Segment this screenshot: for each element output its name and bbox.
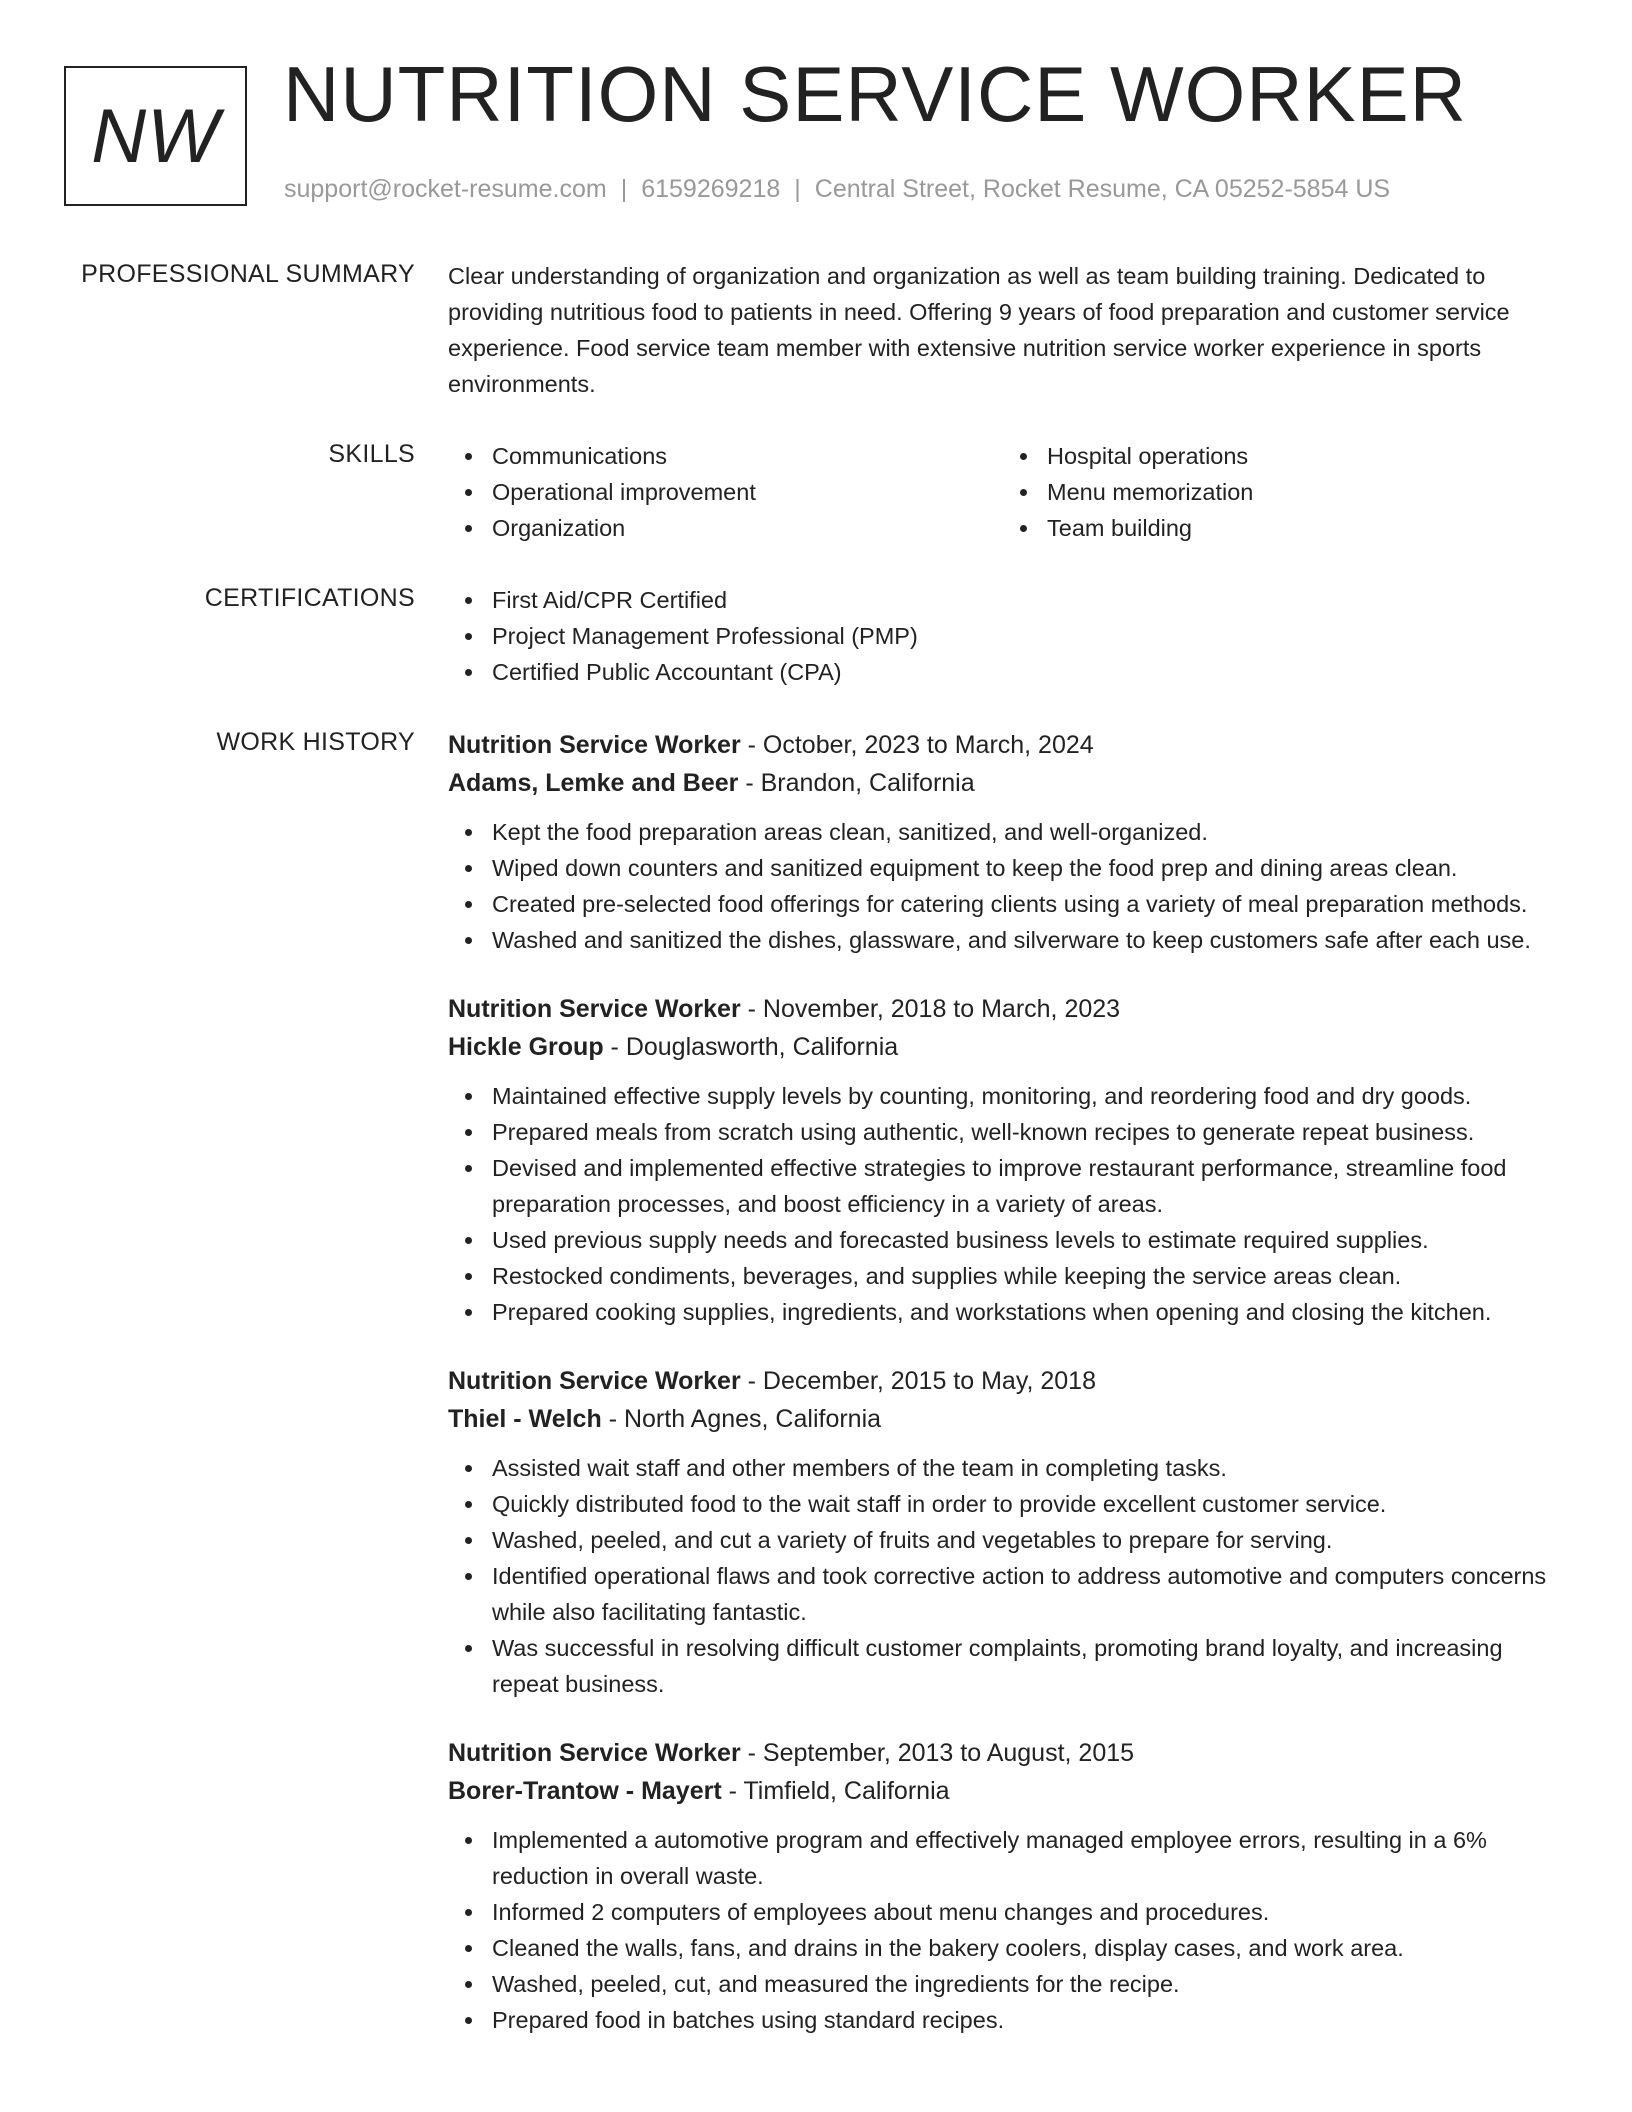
skills-list-right bbox=[1003, 438, 1558, 546]
job-bullet: Washed, peeled, cut, and measured the ingredients for the recipe. bbox=[492, 1966, 1558, 2002]
summary-text: Clear understanding of organization and organization as well as team building training. Dedicated to providing nutritious food to patients in need. Offering 9 years of food preparation and customer service experience. Food service team member with extensive nutrition service worker experience in sports environments. bbox=[448, 263, 1510, 397]
monogram: NW bbox=[64, 66, 247, 206]
job-company: Hickle Group bbox=[448, 1033, 604, 1061]
job-bullet: Implemented a automotive program and effectively managed employee errors, resulting in a 6% reduction in overall waste. bbox=[492, 1822, 1558, 1894]
job-title: Nutrition Service Worker bbox=[448, 1739, 741, 1767]
certifications-body bbox=[448, 582, 1558, 690]
contact-address: Central Street, Rocket Resume, CA 05252-5854 US bbox=[814, 175, 1391, 203]
skill-item: Team building bbox=[1047, 510, 1558, 546]
job-bullets bbox=[448, 1450, 1558, 1702]
certification-item: First Aid/CPR Certified bbox=[492, 582, 1558, 618]
job-bullet: Wiped down counters and sanitized equipment to keep the food prep and dining areas clean. bbox=[492, 850, 1558, 886]
job-bullets bbox=[448, 814, 1558, 958]
job-bullet: Prepared food in batches using standard recipes. bbox=[492, 2002, 1558, 2038]
job-dates: - October, 2023 to March, 2024 bbox=[747, 731, 1094, 759]
job-bullets bbox=[448, 1078, 1558, 1330]
job-company: Borer-Trantow - Mayert bbox=[448, 1777, 722, 1805]
work-history-section bbox=[0, 726, 1632, 2070]
job-bullet: Created pre-selected food offerings for catering clients using a variety of meal preparation methods. bbox=[492, 886, 1558, 922]
skills-list-left bbox=[448, 438, 1003, 546]
job-company-line bbox=[448, 1400, 1558, 1438]
contact-phone: 6159269218 bbox=[641, 175, 781, 203]
contact-email: support@rocket-resume.com bbox=[284, 175, 607, 203]
job-bullets bbox=[448, 1822, 1558, 2038]
certification-item: Project Management Professional (PMP) bbox=[492, 618, 1558, 654]
contact-separator: | bbox=[620, 175, 628, 203]
job-title: Nutrition Service Worker bbox=[448, 1367, 741, 1395]
job-bullet: Prepared cooking supplies, ingredients, and workstations when opening and closing the kitchen. bbox=[492, 1294, 1558, 1330]
certifications-list bbox=[448, 582, 1558, 690]
job-company-line bbox=[448, 764, 1558, 802]
job-company: Adams, Lemke and Beer bbox=[448, 769, 739, 797]
job-bullet: Informed 2 computers of employees about menu changes and procedures. bbox=[492, 1894, 1558, 1930]
job-bullet: Restocked condiments, beverages, and supplies while keeping the service areas clean. bbox=[492, 1258, 1558, 1294]
section-label-summary: PROFESSIONAL SUMMARY bbox=[81, 260, 415, 288]
summary-body bbox=[448, 258, 1558, 402]
section-label-work-history: WORK HISTORY bbox=[216, 728, 415, 756]
skills-body bbox=[448, 438, 1558, 546]
job-dates: - November, 2018 to March, 2023 bbox=[747, 995, 1121, 1023]
job-location: - Brandon, California bbox=[745, 769, 975, 797]
job-title-line bbox=[448, 990, 1558, 1028]
job-location: - Douglasworth, California bbox=[610, 1033, 899, 1061]
contact-line bbox=[284, 175, 1390, 204]
job-title-line bbox=[448, 1362, 1558, 1400]
job-company: Thiel - Welch bbox=[448, 1405, 602, 1433]
job-location: - North Agnes, California bbox=[608, 1405, 882, 1433]
job-bullet: Kept the food preparation areas clean, sanitized, and well-organized. bbox=[492, 814, 1558, 850]
job-title-line bbox=[448, 1734, 1558, 1772]
job-dates: - December, 2015 to May, 2018 bbox=[747, 1367, 1096, 1395]
work-history-body bbox=[448, 726, 1558, 2070]
skill-item: Operational improvement bbox=[492, 474, 1003, 510]
certification-item: Certified Public Accountant (CPA) bbox=[492, 654, 1558, 690]
resume-title: NUTRITION SERVICE WORKER bbox=[283, 50, 1467, 138]
job-company-line bbox=[448, 1772, 1558, 1810]
section-label-certifications: CERTIFICATIONS bbox=[204, 584, 415, 612]
job-entry bbox=[448, 1362, 1558, 1702]
job-title-line bbox=[448, 726, 1558, 764]
contact-separator: | bbox=[794, 175, 801, 203]
resume-content bbox=[0, 258, 1632, 2106]
job-bullet: Quickly distributed food to the wait staff in order to provide excellent customer service. bbox=[492, 1486, 1558, 1522]
job-entry bbox=[448, 726, 1558, 958]
job-bullet: Maintained effective supply levels by counting, monitoring, and reordering food and dry goods. bbox=[492, 1078, 1558, 1114]
skills-section bbox=[0, 438, 1632, 546]
job-location: - Timfield, California bbox=[728, 1777, 950, 1805]
job-dates: - September, 2013 to August, 2015 bbox=[747, 1739, 1135, 1767]
job-bullet: Assisted wait staff and other members of the team in completing tasks. bbox=[492, 1450, 1558, 1486]
job-bullet: Devised and implemented effective strategies to improve restaurant performance, streamline food preparation processes, and boost efficiency in a variety of areas. bbox=[492, 1150, 1558, 1222]
job-bullet: Cleaned the walls, fans, and drains in the bakery coolers, display cases, and work area. bbox=[492, 1930, 1558, 1966]
skill-item: Organization bbox=[492, 510, 1003, 546]
job-bullet: Used previous supply needs and forecasted business levels to estimate required supplies. bbox=[492, 1222, 1558, 1258]
job-bullet: Identified operational flaws and took corrective action to address automotive and computers concerns while also facilitating fantastic. bbox=[492, 1558, 1558, 1630]
job-title: Nutrition Service Worker bbox=[448, 995, 741, 1023]
skill-item: Communications bbox=[492, 438, 1003, 474]
job-entry bbox=[448, 990, 1558, 1330]
job-bullet: Prepared meals from scratch using authentic, well-known recipes to generate repeat business. bbox=[492, 1114, 1558, 1150]
job-entry bbox=[448, 1734, 1558, 2038]
section-label-skills: SKILLS bbox=[328, 440, 415, 468]
job-bullet: Was successful in resolving difficult customer complaints, promoting brand loyalty, and increasing repeat business. bbox=[492, 1630, 1558, 1702]
job-bullet: Washed, peeled, and cut a variety of fruits and vegetables to prepare for serving. bbox=[492, 1522, 1558, 1558]
job-company-line bbox=[448, 1028, 1558, 1066]
summary-section bbox=[0, 258, 1632, 402]
job-title: Nutrition Service Worker bbox=[448, 731, 741, 759]
skill-item: Hospital operations bbox=[1047, 438, 1558, 474]
job-bullet: Washed and sanitized the dishes, glassware, and silverware to keep customers safe after each use. bbox=[492, 922, 1558, 958]
certifications-section bbox=[0, 582, 1632, 690]
skill-item: Menu memorization bbox=[1047, 474, 1558, 510]
